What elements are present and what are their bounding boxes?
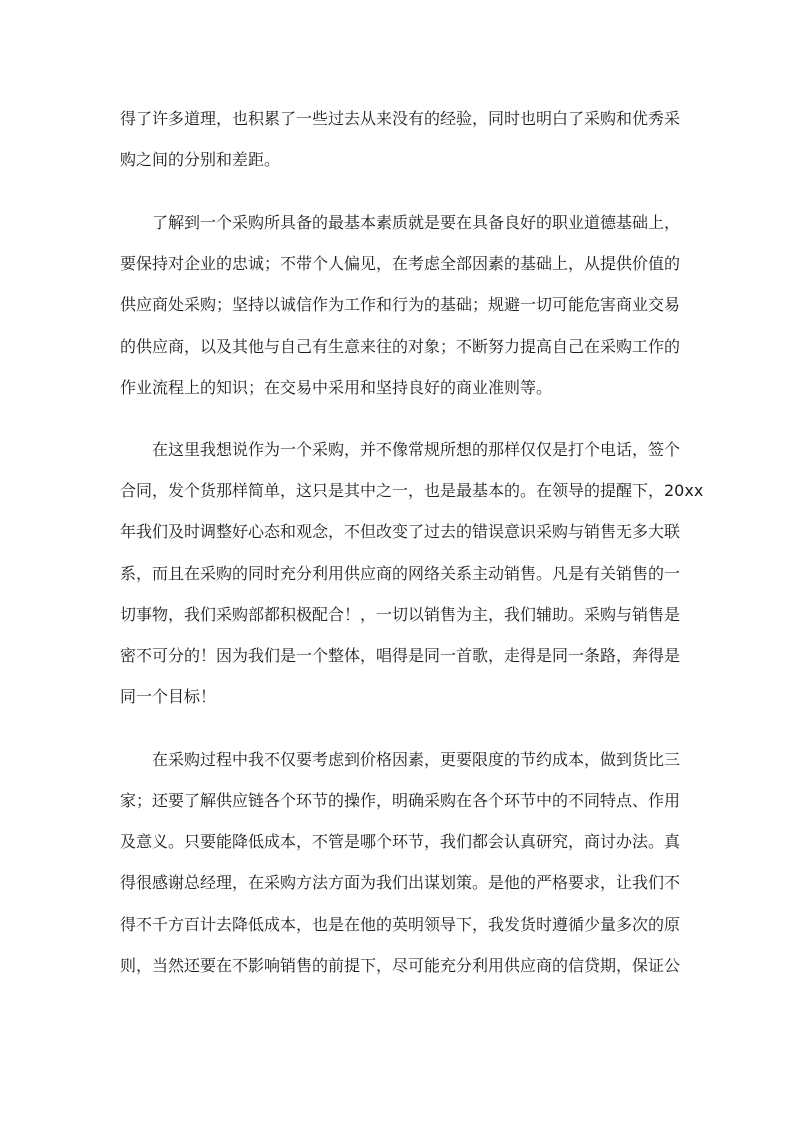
text-line: 得很感谢总经理，在采购方法方面为我们出谋划策。是他的严格要求，让我们不 [120,873,681,892]
text-line: 则，当然还要在不影响销售的前提下，尽可能充分利用供应商的信贷期，保证公 [120,956,681,975]
text-line: 供应商处采购；坚持以诚信作为工作和行为的基础；规避一切可能危害商业交易 [120,295,681,314]
text-line: 同一个目标！ [120,687,217,706]
text-line: 切事物，我们采购部都积极配合！，一切以销售为主，我们辅助。采购与销售是 [120,605,681,624]
text-line: 购之间的分别和差距。 [120,150,281,169]
text-line: 系，而且在采购的同时充分利用供应商的网络关系主动销售。凡是有关销售的一 [120,564,681,583]
text-line: 的供应商，以及其他与自己有生意来往的对象；不断努力提高自己在采购工作的 [120,337,681,356]
text-line: 及意义。只要能降低成本，不管是哪个环节，我们都会认真研究，商讨办法。真 [120,832,681,851]
text-line: 在这里我想说作为一个采购，并不像常规所想的那样仅仅是打个电话，签个 [152,440,681,459]
text-line: 家；还要了解供应链各个环节的操作，明确采购在各个环节中的不同特点、作用 [120,791,681,810]
text-line: 要保持对企业的忠诚；不带个人偏见，在考虑全部因素的基础上，从提供价值的 [120,254,681,273]
text-line: 合同，发个货那样简单，这只是其中之一，也是最基本的。在领导的提醒下，20xx [120,481,704,500]
text-line: 作业流程上的知识；在交易中采用和坚持良好的商业准则等。 [120,378,553,397]
text-line: 在采购过程中我不仅要考虑到价格因素，更要限度的节约成本，做到货比三 [152,750,681,769]
text-line: 年我们及时调整好心态和观念，不但改变了过去的错误意识采购与销售无多大联 [120,522,681,541]
text-line: 得了许多道理，也积累了一些过去从来没有的经验，同时也明白了采购和优秀采 [120,109,681,128]
text-line: 密不可分的！因为我们是一个整体，唱得是同一首歌，走得是同一条路，奔得是 [120,646,681,665]
text-line: 得不千方百计去降低成本，也是在他的英明领导下，我发货时遵循少量多次的原 [120,915,681,934]
text-line: 了解到一个采购所具备的最基本素质就是要在具备良好的职业道德基础上， [152,213,681,232]
